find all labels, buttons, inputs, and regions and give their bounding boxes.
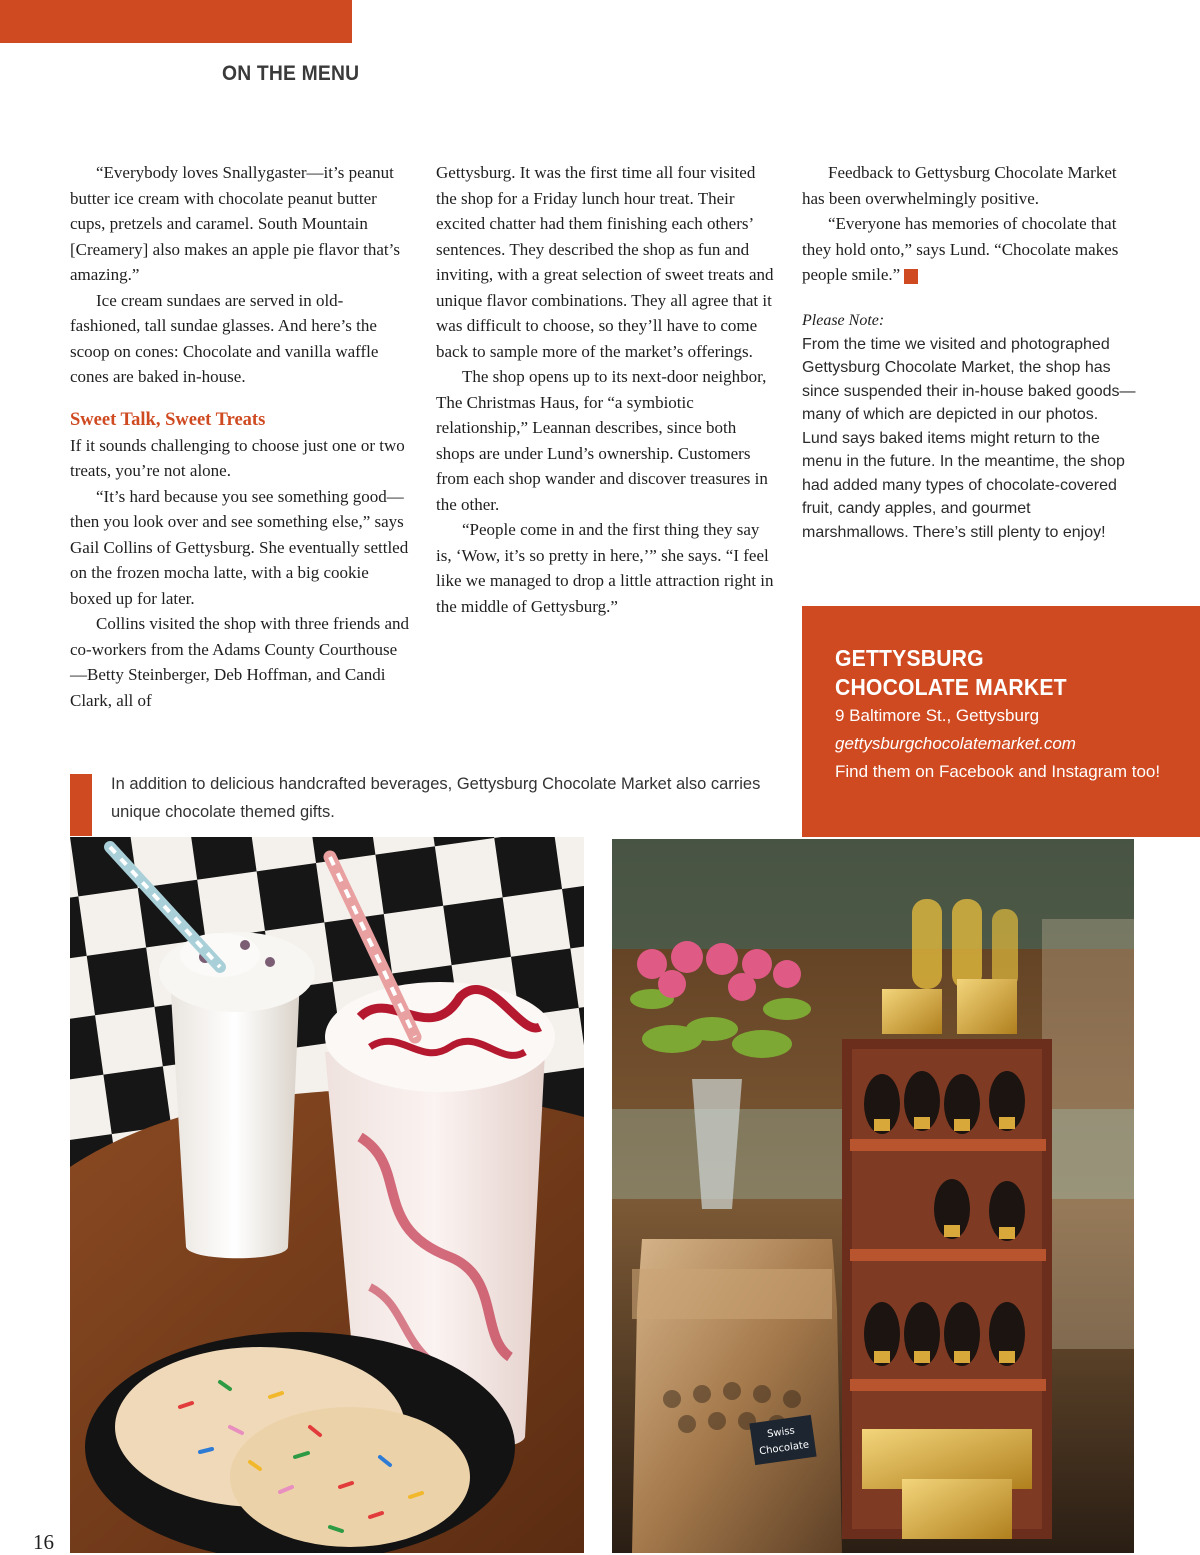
info-box-content xyxy=(835,644,1175,786)
photo-milkshakes-and-cookies xyxy=(70,837,584,1553)
end-mark-icon: G xyxy=(904,269,918,284)
business-address: 9 Baltimore St., Gettysburg xyxy=(835,706,1040,725)
note-text: From the time we visited and photographed Gettysburg Chocolate Market, the shop has since suspended their in-house baked goods—many of which are depicted in our photos. Lund says baked items might return to the menu in the future. In the meantime, the shop had added many types of chocolate-covered fruit, candy apples, and gourmet marshmallows. There’s still plenty to enjoy! xyxy=(802,335,1136,541)
photo-shop-interior xyxy=(612,839,1134,1553)
paragraph: Collins visited the shop with three friends and co-workers from the Adams County Courthouse—Betty Steinberger, Deb Hoffman, and Candi Clark, all of xyxy=(70,614,410,710)
business-website-link[interactable]: gettysburgchocolatemarket.com xyxy=(835,734,1076,753)
paragraph: Gettysburg. It was the first time all four visited the shop for a Friday lunch hour treat. Their excited chatter had them finishing each others’ sentences. They described the shop as fun and inviting, with a great selection of sweet treats and unique flavor combinations. They all agree that it was difficult to choose, so they’ll have to come back to sample more of the market’s offerings. xyxy=(436,163,774,361)
milkshake-photo-illustration xyxy=(70,837,584,1553)
article-column-3 xyxy=(802,160,1137,544)
paragraph: The shop opens up to its next-door neighbor, The Christmas Haus, for “a symbiotic relationship,” Leannan describes, since both shops are under Lund’s ownership. Customers from each shop wander and discover treasures in the other. xyxy=(436,367,768,514)
article-column-1 xyxy=(70,160,410,713)
paragraph: “It’s hard because you see something good—then you look over and see something else,” says Gail Collins of Gettysburg. She eventually settled on the frozen mocha latte, with a big cookie boxed up for later. xyxy=(70,486,409,608)
paragraph: “Everybody loves Snallygaster—it’s peanut butter ice cream with chocolate peanut butter cups, pretzels and caramel. South Mountain [Creamery] also makes an apple pie flavor that’s amazing.” xyxy=(70,163,400,284)
subheading: Sweet Talk, Sweet Treats xyxy=(70,409,266,430)
business-name-line1: GETTYSBURG xyxy=(835,645,984,671)
page-number: 16 xyxy=(33,1530,54,1554)
business-name-line2: CHOCOLATE MARKET xyxy=(835,674,1067,700)
section-label: ON THE MENU xyxy=(222,62,360,85)
paragraph: “People come in and the first thing they say is, ‘Wow, it’s so pretty in here,’” she says. “I feel like we managed to drop a little attraction right in the middle of Gettysburg.” xyxy=(436,520,774,616)
note-label: Please Note: xyxy=(802,311,885,329)
paragraph xyxy=(802,211,1137,288)
info-box xyxy=(802,606,1200,837)
paragraph: Ice cream sundaes are served in old-fashioned, tall sundae glasses. And here’s the scoop on cones: Chocolate and vanilla waffle cones are baked in-house. xyxy=(70,290,379,386)
paragraph-text: “Everyone has memories of chocolate that they hold onto,” says Lund. “Chocolate makes people smile.” xyxy=(802,214,1119,284)
sign-line-2: Chocolate xyxy=(758,1439,810,1458)
swiss-chocolate-sign xyxy=(749,1415,816,1465)
paragraph: If it sounds challenging to choose just one or two treats, you’re not alone. xyxy=(70,435,405,480)
shop-interior-photo-illustration xyxy=(612,839,1134,1553)
top-accent-bar xyxy=(0,0,352,43)
photo-caption: In addition to delicious handcrafted beverages, Gettysburg Chocolate Market also carries unique chocolate themed gifts. xyxy=(111,775,761,821)
caption-accent-bar xyxy=(70,774,92,836)
social-media-note: Find them on Facebook and Instagram too! xyxy=(835,762,1161,781)
sign-line-1: Swiss xyxy=(766,1425,796,1441)
article-column-2 xyxy=(436,160,776,619)
paragraph: Feedback to Gettysburg Chocolate Market has been overwhelmingly positive. xyxy=(802,163,1117,208)
